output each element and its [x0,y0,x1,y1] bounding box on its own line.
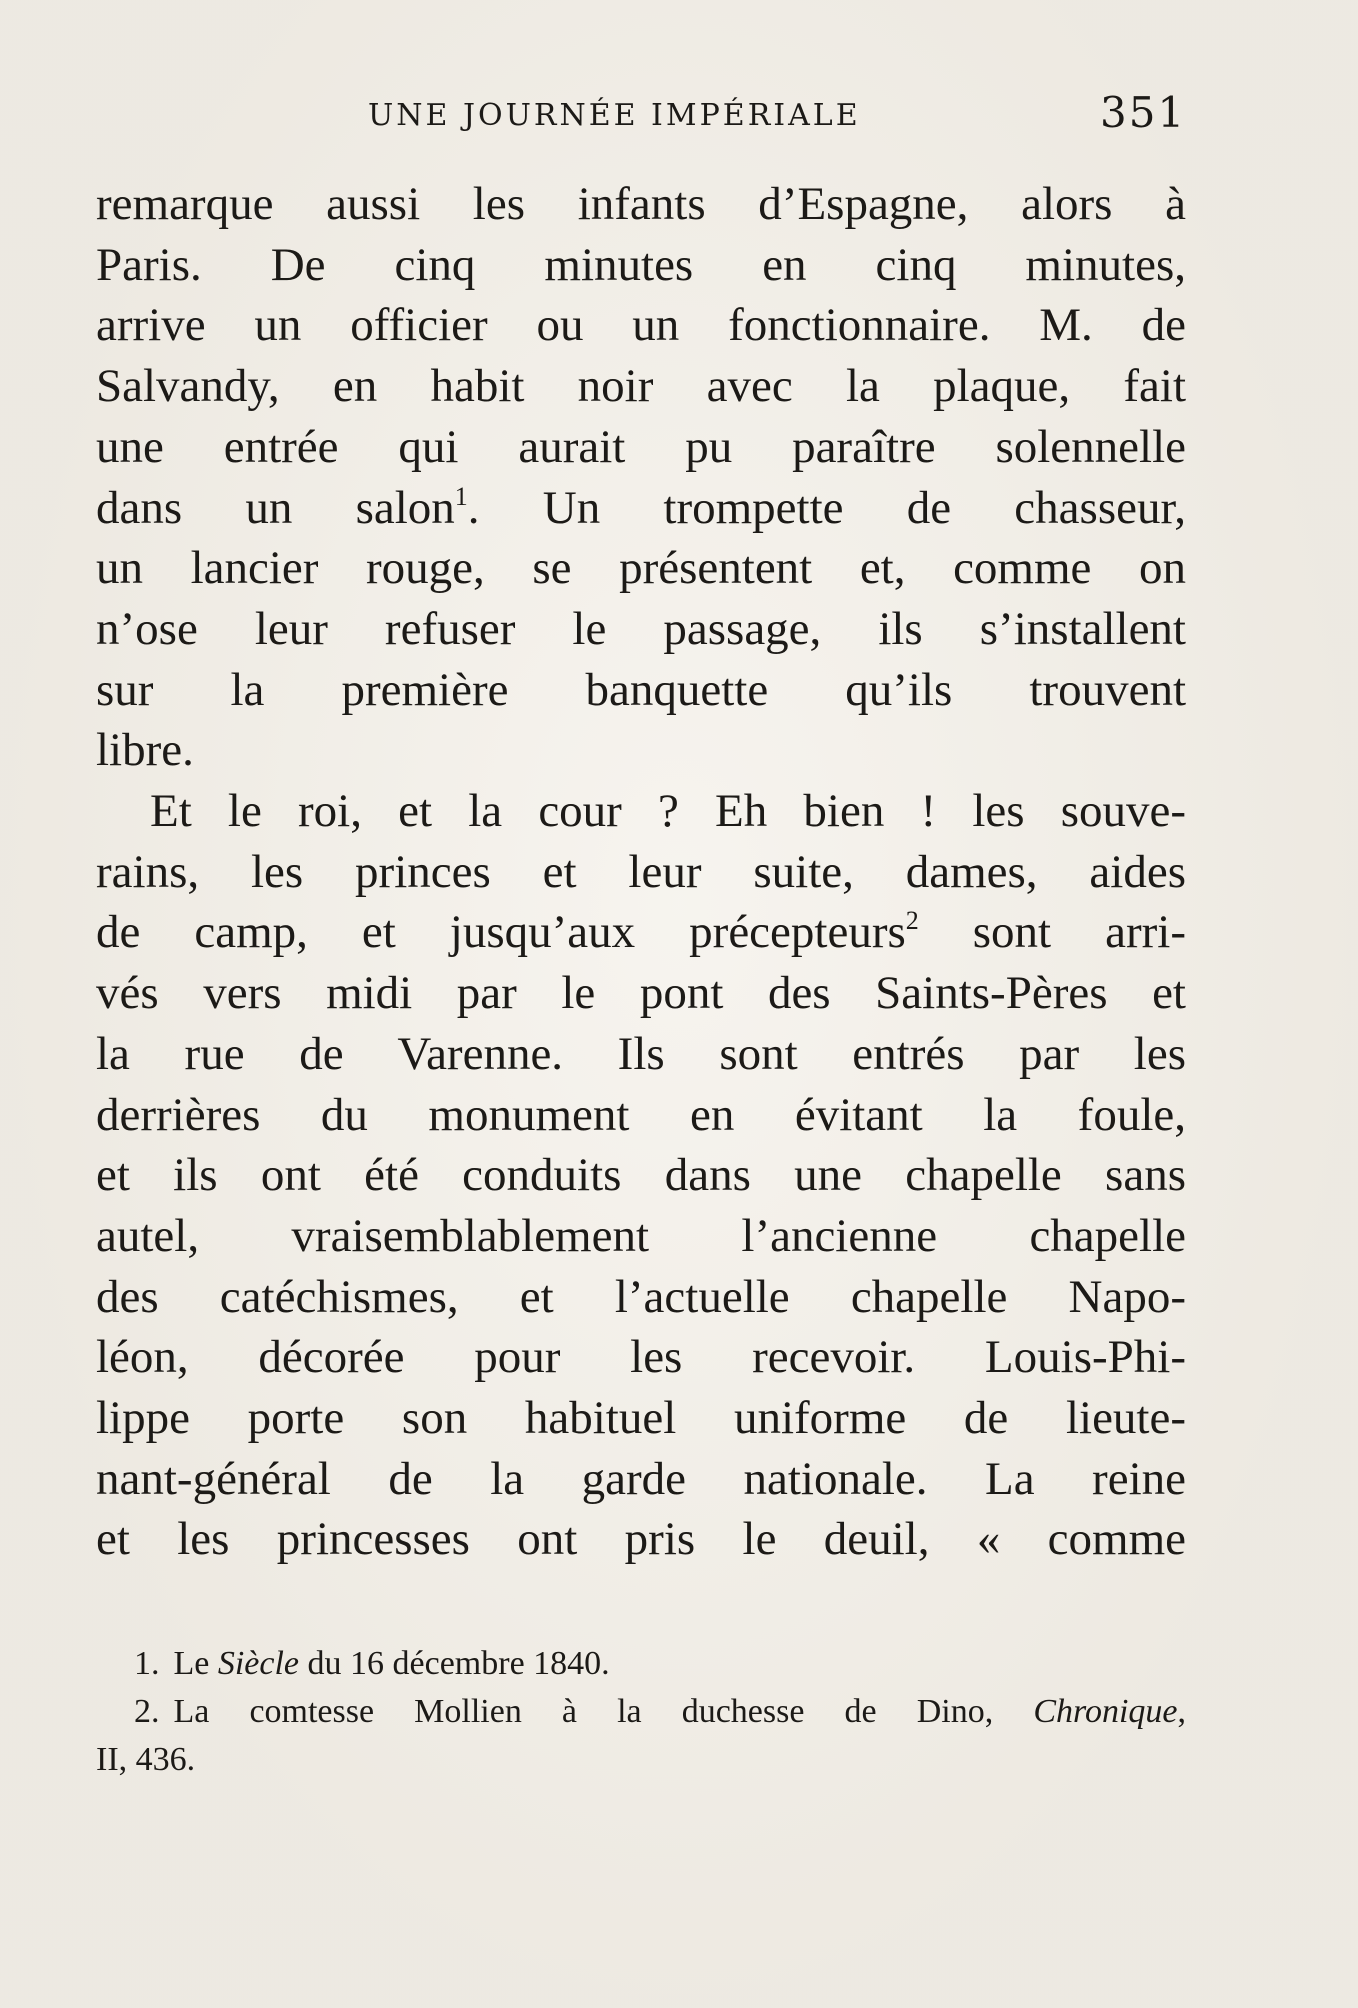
footnote-marker-1: 1 [454,481,468,511]
paragraph-1 [96,174,1186,781]
text-line: nant-général de la garde nationale. La reine [96,1452,1186,1505]
body-text [96,174,1186,1570]
text-line: lippe porte son habituel uniforme de lieute- [96,1392,1186,1445]
text-line-end: . Un trompette de chasseur, [467,481,1186,534]
footnote-number: 2. [134,1693,160,1730]
text-line: Salvandy, en habit noir avec la plaque, fait [96,360,1186,413]
footnote-number: 1. [134,1645,160,1682]
footnote-text: du 16 décembre 1840. [299,1645,610,1682]
text-line: un lancier rouge, se présentent et, comme on [96,542,1186,595]
footnote-italic-title: Siècle [217,1645,300,1682]
text-line: Et le roi, et la cour ? Eh bien ! les souve- [150,785,1186,838]
footnote-text: La comtesse Mollien à la duchesse de Dino, [173,1693,1034,1730]
text-line: remarque aussi les infants d’Espagne, alors à [96,178,1186,230]
text-line: vés vers midi par le pont des Saints-Pères et [96,967,1186,1020]
page-number: 351 [1100,88,1187,137]
text-line: libre. [96,724,194,777]
text-line: Paris. De cinq minutes en cinq minutes, [96,238,1186,291]
text-line: n’ose leur refuser le passage, ils s’installent [96,602,1186,655]
text-line-end: sont arri- [918,906,1186,959]
text-line-start: de camp, et jusqu’aux précepteurs [96,906,906,959]
footnote-2 [96,1688,1186,1784]
running-title: UNE JOURNÉE IMPÉRIALE [368,98,861,133]
footnotes [96,1640,1186,1784]
text-line: une entrée qui aurait pu paraître solennelle [96,420,1186,473]
footnote-1 [96,1640,1186,1688]
text-line: sur la première banquette qu’ils trouvent [96,663,1186,716]
text-line: derrières du monument en évitant la foule, [96,1088,1186,1141]
text-line: arrive un officier ou un fonctionnaire. M. de [96,299,1186,352]
footnote-text: Le [173,1645,218,1682]
footnote-marker-2: 2 [905,906,919,936]
text-line: autel, vraisemblablement l’ancienne chapelle [96,1209,1186,1262]
text-line: léon, décorée pour les recevoir. Louis-Phi- [96,1331,1186,1384]
text-line-with-footnote [96,902,1186,963]
footnote-continuation: II, 436. [96,1741,196,1778]
footnote-text: , [1177,1693,1186,1730]
text-line-with-footnote [96,478,1186,539]
text-line: la rue de Varenne. Ils sont entrés par les [96,1027,1186,1080]
paragraph-2 [96,781,1186,1570]
footnote-italic-title: Chronique [1033,1693,1178,1730]
text-line: et ils ont été conduits dans une chapelle sans [96,1149,1186,1202]
text-line-start: dans un salon [96,481,455,534]
text-line: rains, les princes et leur suite, dames, aides [96,845,1186,898]
text-line: et les princesses ont pris le deuil, « comme [96,1513,1186,1566]
running-head [0,88,1358,152]
text-line: des catéchismes, et l’actuelle chapelle Napo- [96,1270,1186,1323]
